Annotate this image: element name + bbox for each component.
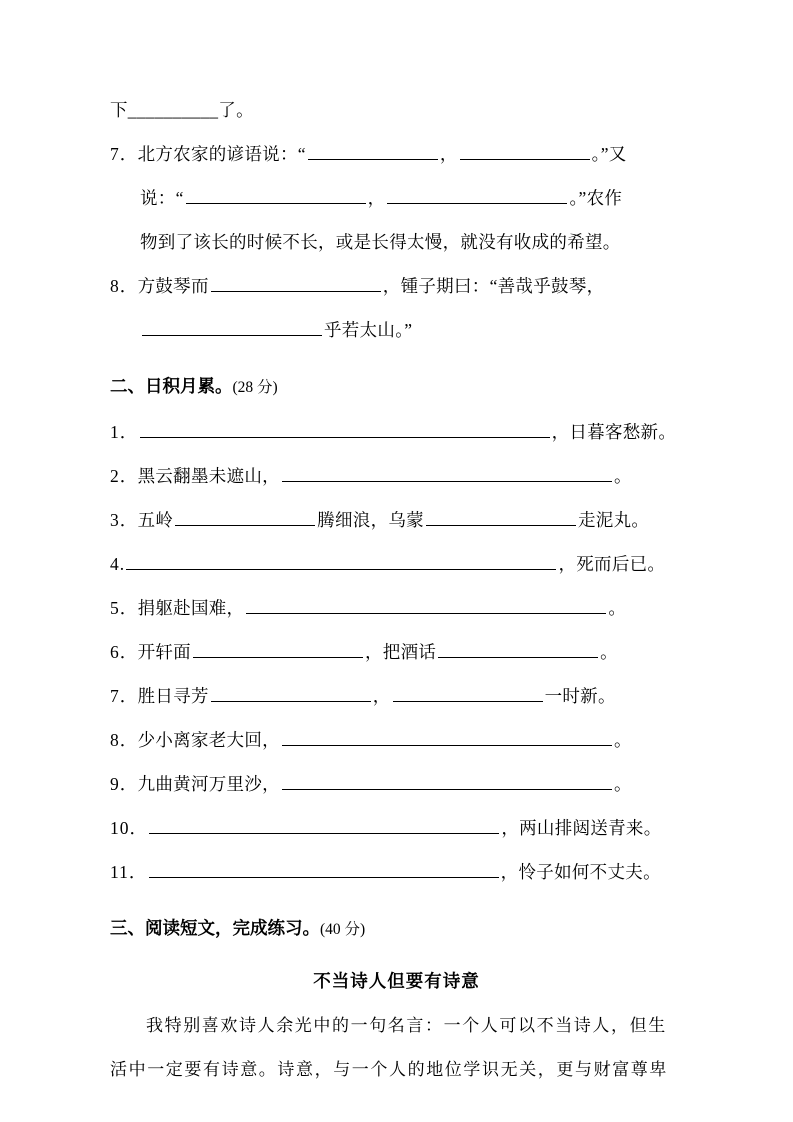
answer-blank[interactable]: [142, 319, 322, 336]
item-post: ，日暮客愁新。: [551, 422, 677, 442]
item-mid: 腾细浪，乌蒙: [317, 510, 424, 530]
answer-blank[interactable]: [308, 143, 438, 160]
answer-blank[interactable]: [426, 509, 576, 526]
item-dot: ．: [119, 598, 138, 618]
question-7-line-3: [110, 220, 683, 264]
answer-blank[interactable]: [175, 509, 315, 526]
section-two-item: [110, 806, 683, 850]
item-dot: .: [119, 554, 125, 574]
section-three-score: (40 分): [320, 921, 366, 938]
article-paragraph-1-cont: [110, 1048, 683, 1092]
answer-blank[interactable]: [438, 641, 598, 658]
item-post: ，两山排闼送青来。: [501, 818, 662, 838]
question-8: [110, 264, 683, 308]
item-mid: ，: [372, 686, 391, 706]
question-8-line2-text: 乎若太山。”: [324, 320, 413, 340]
question-8-line-2: [110, 308, 683, 352]
question-7-line2-a: 说：“: [140, 188, 184, 208]
item-pre: 开轩面: [137, 642, 191, 662]
item-number: 6: [110, 642, 120, 662]
section-three-title: 三、阅读短文，完成练习。: [110, 918, 320, 938]
article-title: 不当诗人但要有诗意: [313, 971, 480, 991]
question-7: [110, 132, 683, 176]
question-7-number: 7: [110, 144, 120, 164]
item-post: ，死而后已。: [558, 554, 666, 574]
item-pre: 黑云翻墨未遮山，: [137, 466, 280, 486]
item-dot: ．: [119, 642, 138, 662]
item-dot: ．: [119, 510, 138, 530]
section-two-item: [110, 542, 683, 586]
item-post: 。: [600, 642, 618, 662]
item-number: 2: [110, 466, 120, 486]
item-pre: 捐躯赴国难，: [137, 598, 245, 618]
item-number: 9: [110, 774, 120, 794]
answer-blank[interactable]: [282, 773, 612, 790]
article-paragraph-1: [110, 1004, 683, 1048]
section-two-item: [110, 850, 683, 894]
item-number: 8: [110, 730, 120, 750]
section-two-heading: [110, 364, 683, 410]
answer-blank[interactable]: [140, 421, 550, 438]
section-two-item: [110, 410, 683, 454]
item-dot: ．: [119, 686, 138, 706]
question-8-text-a: 方鼓琴而: [137, 276, 209, 296]
question-8-dot: ．: [119, 276, 138, 296]
question-7-text-c: 。”又: [591, 144, 627, 164]
item-post: 走泥丸。: [577, 510, 650, 530]
answer-blank[interactable]: [282, 465, 612, 482]
answer-blank[interactable]: [126, 553, 556, 570]
question-7-text-a: 北方农家的谚语说：“: [137, 144, 306, 164]
item-post: 。: [608, 598, 627, 618]
section-two-item: [110, 630, 683, 674]
answer-blank[interactable]: [460, 143, 590, 160]
question-8-number: 8: [110, 276, 120, 296]
item-number: 7: [110, 686, 120, 706]
question-7-line2-b: ，: [367, 188, 386, 208]
answer-blank[interactable]: [186, 187, 366, 204]
paragraph-1-line-2: 活中一定要有诗意。诗意，与一个人的地位学识无关，更与财富尊卑: [110, 1060, 668, 1080]
section-two-item: [110, 454, 683, 498]
section-two-item: [110, 498, 683, 542]
item-pre: 五岭: [137, 510, 174, 530]
item-dot: ．: [129, 818, 148, 838]
item-number: 1: [110, 422, 120, 442]
answer-blank[interactable]: [282, 729, 612, 746]
answer-blank[interactable]: [393, 685, 543, 702]
section-two-score: (28 分): [232, 379, 278, 396]
answer-blank[interactable]: [149, 817, 499, 834]
item-number: 3: [110, 510, 120, 530]
item-dot: ．: [128, 862, 147, 882]
answer-blank[interactable]: [211, 275, 381, 292]
item-number: 10: [110, 818, 130, 838]
item-post: 。: [613, 774, 632, 794]
section-two-item: [110, 674, 683, 718]
item-number: 5: [110, 598, 120, 618]
question-6-tail: [110, 88, 683, 132]
item-pre: 胜日寻芳: [137, 686, 209, 706]
section-two-item: [110, 718, 683, 762]
question-7-line-2: [110, 176, 683, 220]
answer-blank[interactable]: [193, 641, 363, 658]
item-post: 。: [613, 730, 632, 750]
item-dot: ．: [119, 774, 138, 794]
item-pre: 九曲黄河万里沙，: [137, 774, 280, 794]
question-6-tail-text: 下__________了。: [110, 100, 254, 120]
question-7-text-b: ，: [439, 144, 458, 164]
answer-blank[interactable]: [149, 861, 499, 878]
item-number: 4: [110, 554, 120, 574]
paragraph-1-line-1: 我特别喜欢诗人余光中的一句名言：一个人可以不当诗人，但生: [146, 1016, 667, 1036]
question-7-dot: ．: [119, 144, 138, 164]
question-7-line3-text: 物到了该长的时候不长，或是长得太慢，就没有收成的希望。: [140, 232, 621, 252]
item-dot: ．: [119, 730, 138, 750]
item-mid: ，把酒话: [364, 642, 437, 662]
item-dot: ．: [119, 466, 138, 486]
answer-blank[interactable]: [387, 187, 567, 204]
answer-blank[interactable]: [211, 685, 371, 702]
answer-blank[interactable]: [246, 597, 606, 614]
section-two-item: [110, 762, 683, 806]
item-post: 一时新。: [544, 686, 616, 706]
item-post: ，怜子如何不丈夫。: [500, 862, 661, 882]
question-8-text-b: ，锺子期曰：“善哉乎鼓琴，: [382, 276, 605, 296]
item-dot: ．: [119, 422, 138, 442]
section-two-title: 二、日积月累。: [110, 376, 233, 396]
question-7-line2-c: 。”农作: [569, 188, 623, 208]
section-two-item: [110, 586, 683, 630]
item-pre: 少小离家老大回，: [137, 730, 280, 750]
item-number: 11: [110, 862, 129, 882]
section-three-heading: [110, 906, 683, 952]
item-post: 。: [613, 466, 632, 486]
